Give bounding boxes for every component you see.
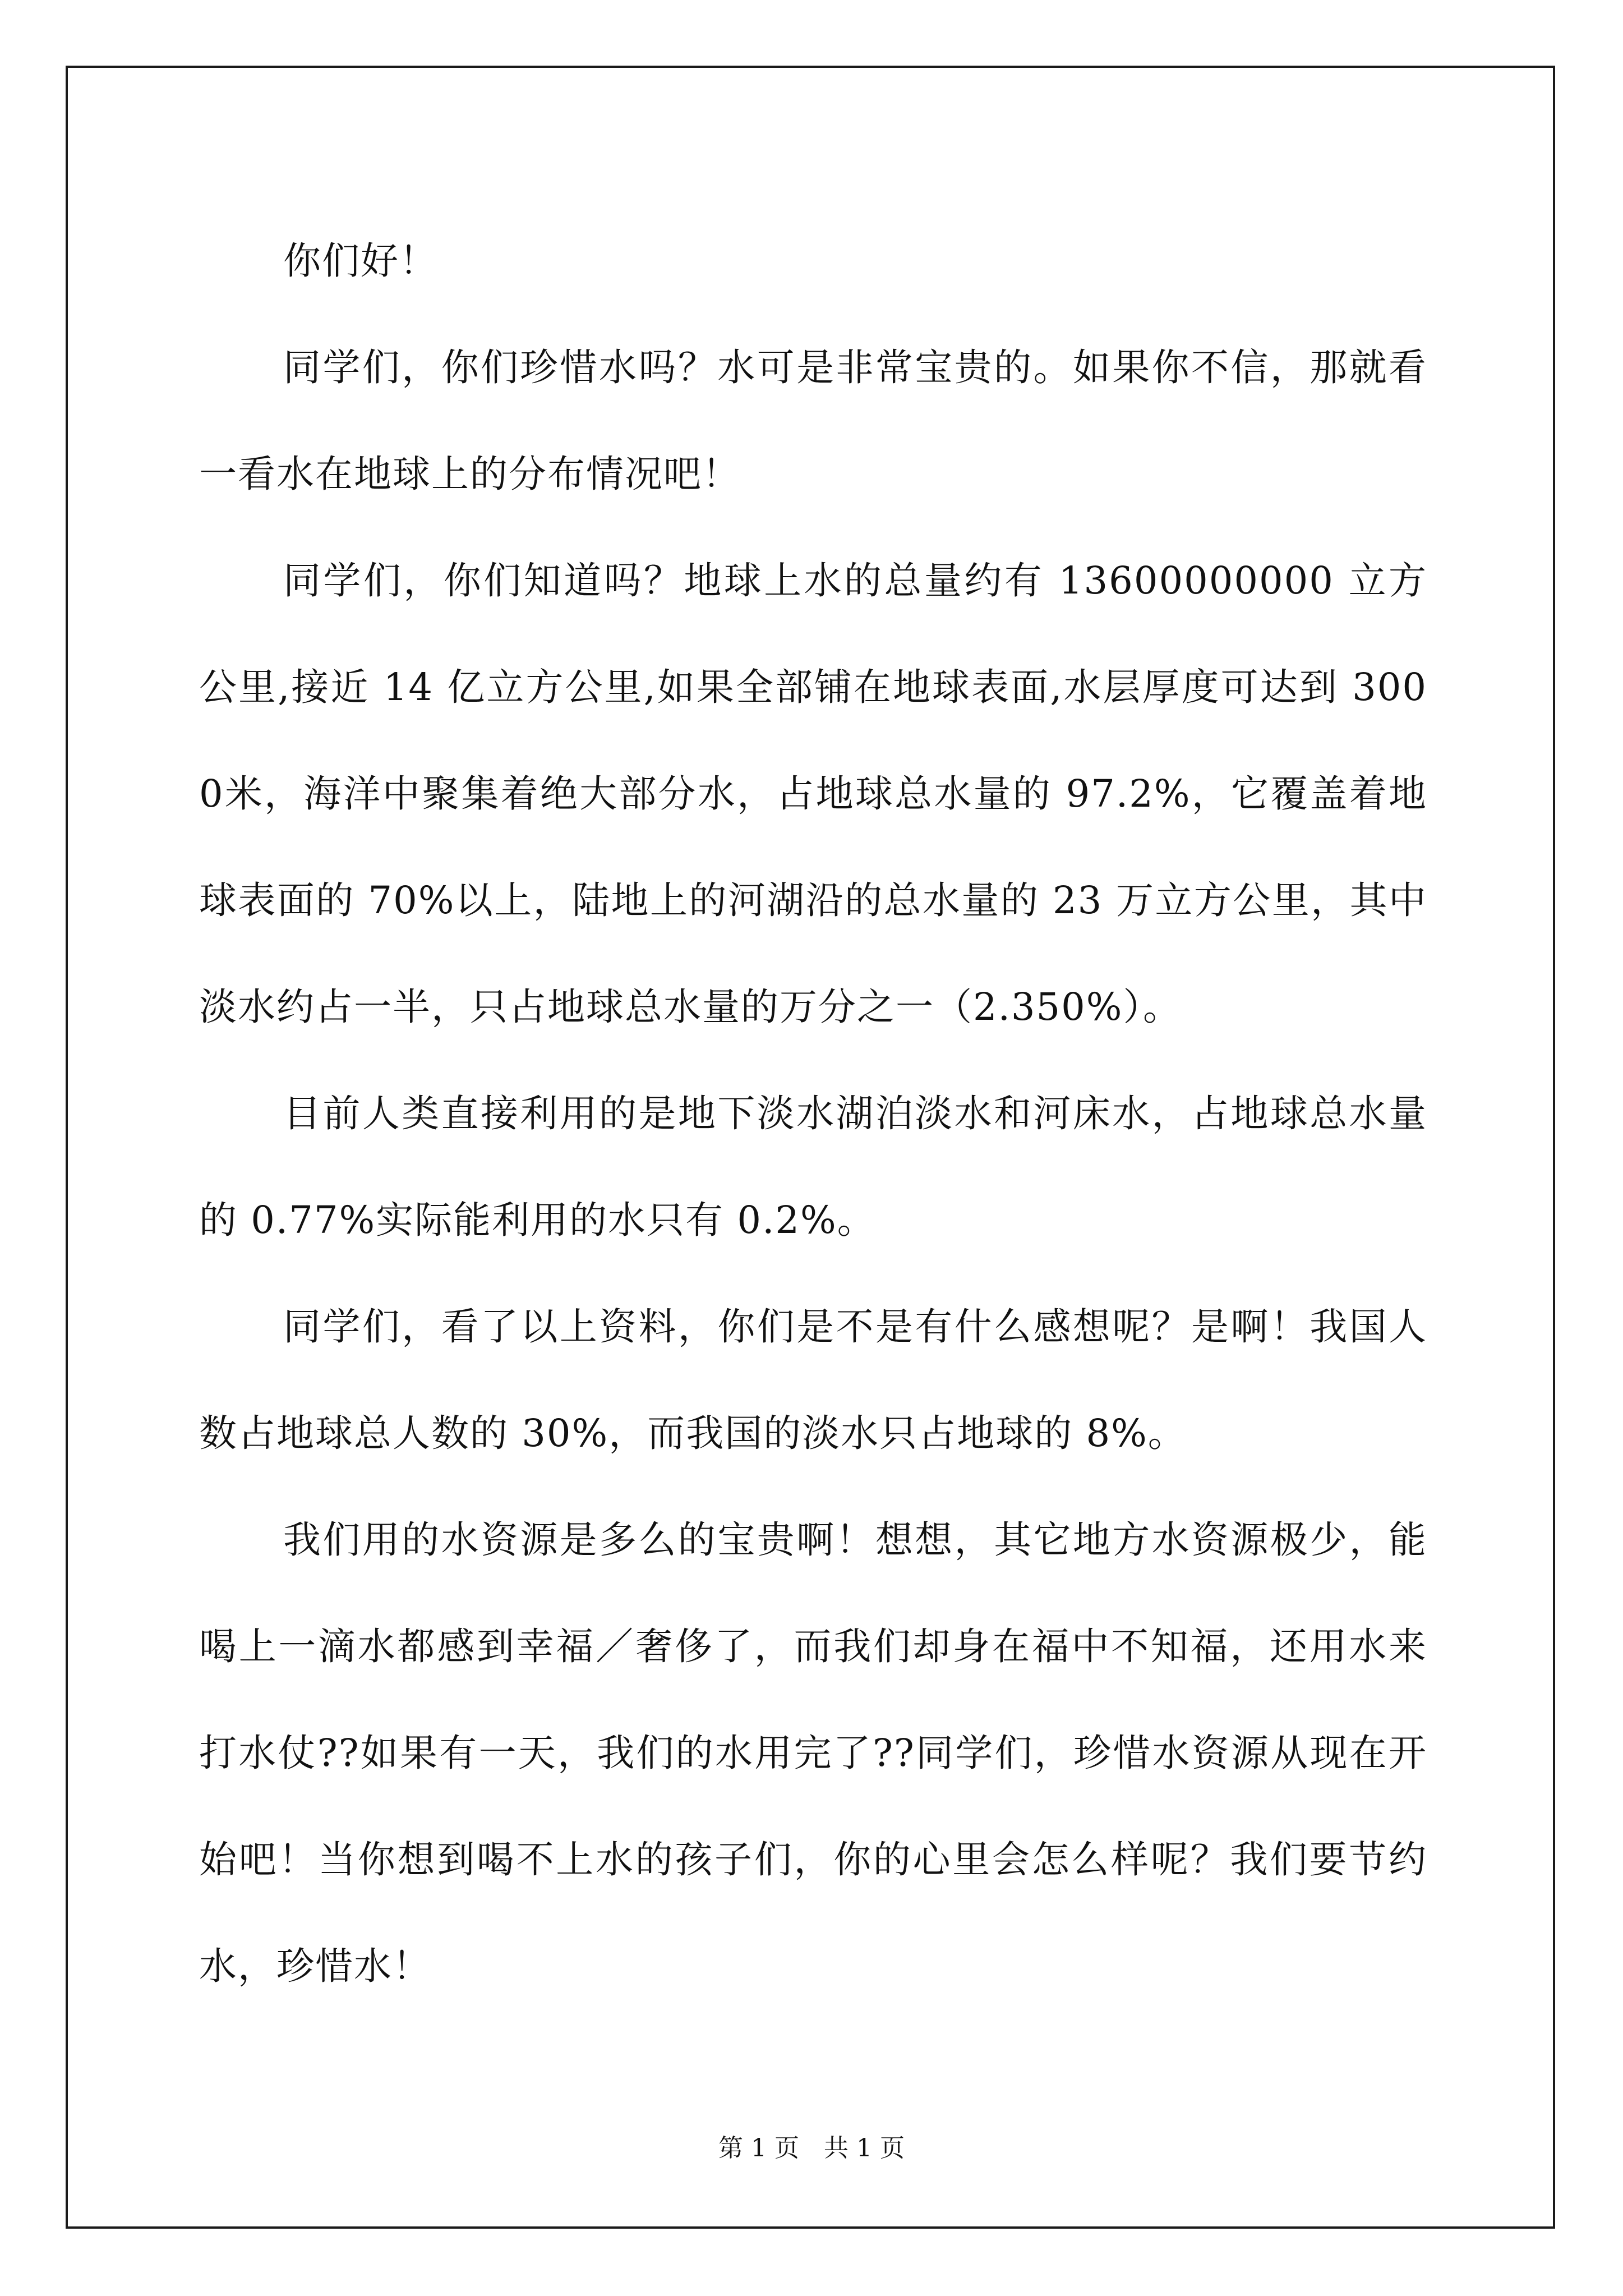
page-footer: 第 1 页 共 1 页 <box>718 2134 905 2162</box>
paragraph-water-total: 同学们，你们知道吗？地球上水的总量约有 13600000000 立方公里,接近 14 亿立方公里,如果全部铺在地球表面,水层厚度可达到 3000米，海洋中聚集着绝大部分水，占地球总水量的 97.2%，它覆盖着地球表面的 70%以上，陆地上的河湖沿的总水量的 23 万立方公里，其中淡水约占一半，只占地球总水量的万分之一（2.350%）。 <box>199 559 1427 1029</box>
paragraph-conclusion: 我们用的水资源是多么的宝贵啊！想想，其它地方水资源极少，能喝上一滴水都感到幸福／奢侈了，而我们却身在福中不知福，还用水来打水仗??如果有一天，我们的水用完了??同学们，珍惜水资源从现在开始吧！当你想到喝不上水的孩子们，你的心里会怎么样呢？我们要节约水，珍惜水！ <box>199 1518 1427 1988</box>
paragraph-greeting: 你们好！ <box>283 239 438 283</box>
paragraph-population: 同学们，看了以上资料，你们是不是有什么感想呢？是啊！我国人数占地球总人数的 30%，而我国的淡水只占地球的 8%。 <box>199 1305 1427 1455</box>
document-body <box>199 208 1427 2019</box>
paragraph-intro: 同学们，你们珍惜水吗？水可是非常宝贵的。如果你不信，那就看一看水在地球上的分布情况吧！ <box>199 346 1427 496</box>
paragraph-usable-water: 目前人类直接利用的是地下淡水湖泊淡水和河床水，占地球总水量的 0.77%实际能利用的水只有 0.2%。 <box>199 1092 1427 1242</box>
